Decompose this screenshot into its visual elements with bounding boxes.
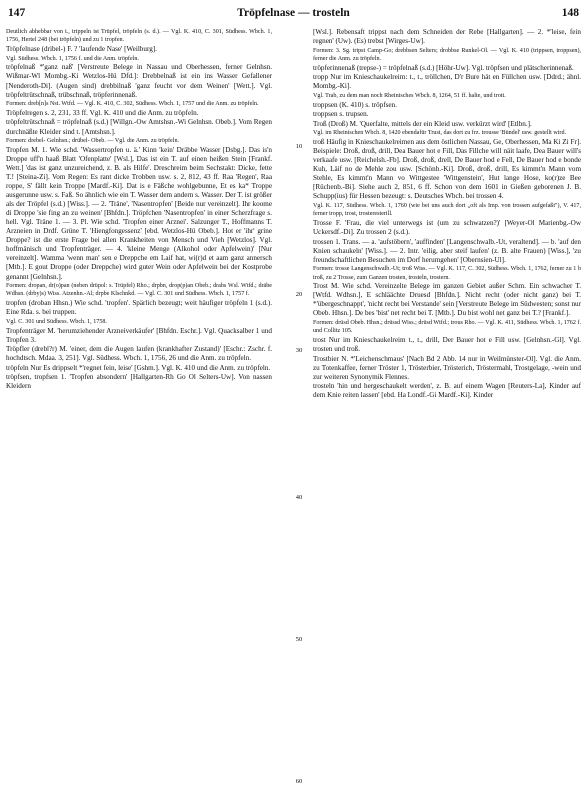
dictionary-entry: Tropfenträger M. 'herumziehender Arzneiverkäufer' [Bhfdn. Eschr.]. Vgl. Quacksalber 1 und Tropfen 3. [6, 326, 272, 344]
entry-note: Formen: dreb[n]s Nst. Wtfd. — Vgl. K. 410, C. 302, Südhess. Wbch. 1, 1757 und die Anm. zu tröpfeln. [6, 101, 259, 108]
entry-note: Vgl. im Rheinischen Wbch. 8, 1420 ebendafür Trust, das dort zu frz. trousse 'Bündel' usw. gestellt wird. [313, 130, 567, 137]
dictionary-entry: Trosse F. 'Frau, die viel unterwegs ist (um zu schwatzen?)' [Weyer-Ol Marienbg.-Ow Uckersdf.-Di]. Zu trossen 2 (s.d.). [313, 218, 581, 237]
line-number: 20 [295, 291, 303, 298]
dictionary-entry: Troß (Droß) M. 'Querfalte, mittels der ein Kleid usw. verkürzt wird' [Etlbn.]. [313, 119, 532, 128]
line-number: 60 [295, 778, 303, 785]
page-number-right: 148 [561, 7, 579, 19]
line-number: 10 [295, 143, 303, 150]
dictionary-entry: [Wsl.]. Rebensaft trippst nach dem Schneiden der Rebe [Hallgarten]. — 2. *'leise, fein regnen' (Uw). (Es) trebst [Wirges-Uw]. [313, 28, 581, 46]
page-number-left: 147 [8, 7, 26, 19]
page-header [0, 7, 587, 23]
dictionary-entry: Tröpfelnase (dribel-) F. ? 'laufende Nase' [Weilburg]. [6, 45, 157, 54]
dictionary-entry: tröpfeltrütschnaß = tröpfelnaß (s.d.) [Willgn.-Ow Amtshsn.-Wi Gelnhsn. Obeb.]. Vom Regen durchnäßte Kleider sind t. [Amtshsn.]. [6, 118, 272, 136]
line-number: 40 [295, 494, 303, 501]
dictionary-entry: troppsen (K. 410) s. tröpfsen. [313, 100, 397, 109]
dictionary-entry: Tropfen M. 1. Wie schd. 'Wassertropfen u. ä.' Kinn 'kein' Dräbbe Wasser [Dsbg.]. Das is'n Droppe uff'n haaß Blatt 'Ofenplatte' [Wsl.], Das ist ein T. auf einen heißen Stein [Frankf. Wett.] 'das ist ganz unzureichend, z. B. als Hilfe'. Dreschreim beim Sechstakt: Dicke, fette T.! [Steina-Zi]. Vom Regen: Es rant dicke Trobben usw. s. 2, 812, 43 ff. Raa 'Regen', Raa roppe, S' fällt kein Troppe [Mardf.-Ki]. Dat is e Fäßche wohlgebunne, Et es ka* Troppe ausgerunne usw. s. Faß. So ähnlich wie ein T. Wasser dem andern s. Wasser. Der T. ist größer als der Tröpfel (s.d.) [Wiss.]. — 2. 'Träne', 'Nasentropfen' [Beide nur vereinzelt]. Ihr koome di Droppe 'sie fing an zu weinen' [Bhfdn.]. Tröpfchen 'Nasentropfen' in einer Scherzfrage s. hell. Vgl. Träne 1. — 3. Pl. Wie schd. 'Tropfen einer Arznei'. Salzunger T., Hoffmanns T. Arzneien in Drdf. Grüne T. 'Hiengfongessenz' [ebd. Wetzlos-Hü Obeb.]. Hot er 'ihr' grine Droppe? ist die erste Frage bei allen Krankheiten von Mensch und Vieh [Wetzlos]. Vgl. hoffmänisch und Tropfenträger. — 4. 'kleine Menge (Alkohol oder Apfelwein)' [Nur vereinzelt]. Wamma 'wenn man' sen e Dreppche em Laif hat, wi(r)d et aam ganz annersch [Mtb.]. E gout Droppe (oder Dreppche) wird guter Wein oder Apfelwein bei der Kostprobe genannt [Gelnhsn.]. [6, 145, 272, 281]
entry-note: Vgl. Südhess. Wbch. 1, 1756 f. und die Anm. tröpfeln. [6, 55, 139, 62]
line-number: 50 [295, 636, 303, 643]
dictionary-entry: trossen 1. Trans. — a. 'aufstöbern', 'auffinden' [Langenschwalb.-Ut, veraltend]. — b. 'auf den Knien schaukeln' [Wiss.]. — 2. Intr. 'eilig, aber steif laufen' (z. B. alte Frauen) [Wiss.], 'zu freundschaftlichen Besuchen im Dorf herumgehen' [Obernsien-Ul]. [313, 237, 581, 264]
entry-note: Deutlich abhebbar von t., trippeln ist Trüpfel, tröpfeln (s. d.). — Vgl. K. 410, C. 301, Südhess. Wbch. 1, 1756, Hertel 248 (bei tröpfeln) und zu 1 tropfen. [6, 29, 272, 44]
entry-note: Formen: 3. Sg. tripst Camp-Go; drebbsen Selters; drobbse Runkel-Ol. — Vgl. K. 410 (trippsen, troppsen), ferner die Anm. zu tröpfeln. [313, 47, 581, 62]
dictionary-entry: Trostbier N. *'Leichenschmaus' [Nach Bd 2 Abb. 14 nur in Weilmünster-Ol]. Vgl. die Anm. zu Totenkaffee, ferner Tröster 1, Trösterbier, Trösterich, Tröstermahl, Trostgelage, -wein und zur weiteren Synonymik Flennes. [313, 354, 581, 381]
entry-note: Vgl. K. 117, Südhess. Wbch. 1, 1760 (wie bei uns auch dort „oft als Imp. von trossen aufgefaßt"), V. 417, ferner tropp, trost, trosteresterill. [313, 202, 581, 218]
dictionary-entry: tröpferinnenaß (trepse-) = tröpfelnaß (s.d.) [Höhr-Uw]. Vgl. tröpfsen und plätscherinnenaß. [313, 63, 574, 72]
entry-note: Formen: trosse Langenschwalb.-Ut; troß Wiss. — Vgl. K. 117, C. 302, Südhess. Wbch. 1, 1762, ferner zu 1 b troß, zu 2 Trosse, zum Ganzen trosten, trosteln, trostern. [313, 266, 581, 281]
dictionary-entry: Trost M. Wie schd. Vereinzelte Belege im ganzen Gebiet außer Schm. Ein schwacher T. [Wtfd. Wdhsn.], E schläächte Druesd [Bhfdn.]. Nicht recht (oder nicht ganz) bei T. *'übergeschnappt', 'nicht recht bei Verstande' sein [Verstreute Belege im Südwesten; sonst nur Obeb. Hhsn.]. De bes 'bist' net recht bei T. [Mtb.]. Du bist wohl net ganz bei T.? [Frankf.]. [313, 282, 581, 318]
dictionary-entry: troß Häufig in Knieschaukelreimen aus dem östlichen Nassau, Ge, Oberhessen, Ma Ki Zi Fr]. Beispiele: Droß, droß, drill, Dea Bauer hot e Fill, Das Fillche will näit laafe, Dea Bauer will's verkaafe usw. [Reichelsh.-Fb]. Droß, droß, drell, De Bauer hod e Fell, De Bauer hod e bonde Kuh, Läif no de Mehle zou usw. [Schönb.-Ki]. Droß, droß, drill, Es kimmt'n Mann vom Stehle, Es kimmt'n Mann vo Wittgestee 'Wittgenstein', Hut lange Hose, ko(r)ze Bee [Rüchenb.-Bi]. Siehe auch 2, 851, 6 ff. Schon von dem 1601 in Gießen geborenen J. B. Schupp(ius) für Hessen bezeugt: s. Deutsches Wbch. bei trossen 4. [313, 138, 581, 201]
dictionary-entry: tröpfelnaß *'ganz naß' [Verstreute Belege in Nassau und Oberhessen, ferner Gelnhsn. Wißmar-Wl Mombg.-Ki Wetzlos-Hü Dfd.]: Drebbelnaß ist ein ins Wasser Gefallener [Nenderoth-Di]. (Augen sind) drebbilnaß 'ganz feucht vor dem Weinen' [Wett.]. Vgl. tröpfeltrütschnaß, trübschnaß, tröpferinnenaß. [6, 63, 272, 99]
entry-note: Vgl. C. 301 und Südhess. Wbch. 1, 1758. [6, 318, 107, 325]
entry-note: Formen: dropan, dr(o)pan (neben drüpol: s. Trüpfel) Rho.; drpbn, drop(p)an Obeb.; drabs Wsl. Wtfd.; dräbe Wdhsn. (drby)s) Wiss. Atzenhn.-Al; drpbe Klschnkd. — Vgl. C. 301 und Südhess. Wbch. 1, 1757 f. [6, 283, 272, 298]
dictionary-entry: tropp Nur im Knieschaukelreim: t., t., tröllchen, D'r Bure hät en Füllchen usw. [Ddrd.; ähnl. Mombg.-Ki]. [313, 73, 581, 91]
dictionary-entry: tröpfsen, tropfsen 1. 'Tropfen absondern' [Hallgarten-Rh Go Ol Selters-Uw]. Von nassen Kleidern [6, 373, 272, 391]
dictionary-entry: Tröpfler (drebl?r) M. 'einer, dem die Augen laufen (krankhafter Zustand)' [Eschr.: Zschr. f. hochdtsch. Mdaa. 3, 251]. Vgl. Südhess. Wbch. 1, 1756, 26 und die Anm. zu tröpfeln. [6, 345, 272, 363]
dictionary-entry: troppsen s. trupsen. [313, 110, 369, 119]
left-column [6, 28, 272, 392]
entry-note: Formen: drüsd Obeb. Hhsn.; drüssd Wiss.; drüsd Wtfd.; trous Rho. — Vgl. K. 411, Südhess. Wbch. 1, 1762 f. und Collitz 105. [313, 320, 581, 335]
dictionary-entry: tropfen (droban Hhsn.) Wie schd. 'tropfen'. Spärlich bezeugt; weit häufiger tröpfeln 1 (s.d.). Eine Rda. s. bei truppen. [6, 299, 272, 317]
dictionary-entry: trosteln 'hin und hergeschaukelt werden', z. B. auf einem Wagen [Reuters-La], Kinder auf dem Knie reiten lassen' [ebd. Ha Londf.-Gi Mardf.-Ki]. Kinder [313, 382, 581, 400]
line-number: 30 [295, 347, 303, 354]
running-title: Tröpfelnase — trosteln [237, 7, 350, 19]
right-column [313, 28, 581, 401]
dictionary-entry: trost Nur im Knieschaukelreim t., t., drill, Der Bauer hot e Fill usw. [Gelnhsn.-Gl]. Vgl. trosten und troß. [313, 336, 581, 354]
dictionary-entry: Tröpfelregen s. 2, 231, 33 ff. Vgl. K. 410 und die Anm. zu tröpfeln. [6, 108, 199, 117]
entry-note: Vgl. Trab, zu dem man noch Rheinisches Wbch. 8, 1264, 51 ff. halte, und trott. [313, 92, 506, 99]
entry-note: Formen: drebel- Gelnhsn.; drübel- Obeb. — Vgl. die Anm. zu tröpfeln. [6, 138, 180, 145]
dictionary-entry: tröpfeln Nur Es drippselt *'regnet fein, leise' [Gshm.]. Vgl. K. 410 und die Anm. zu tröpfeln. [6, 363, 271, 372]
